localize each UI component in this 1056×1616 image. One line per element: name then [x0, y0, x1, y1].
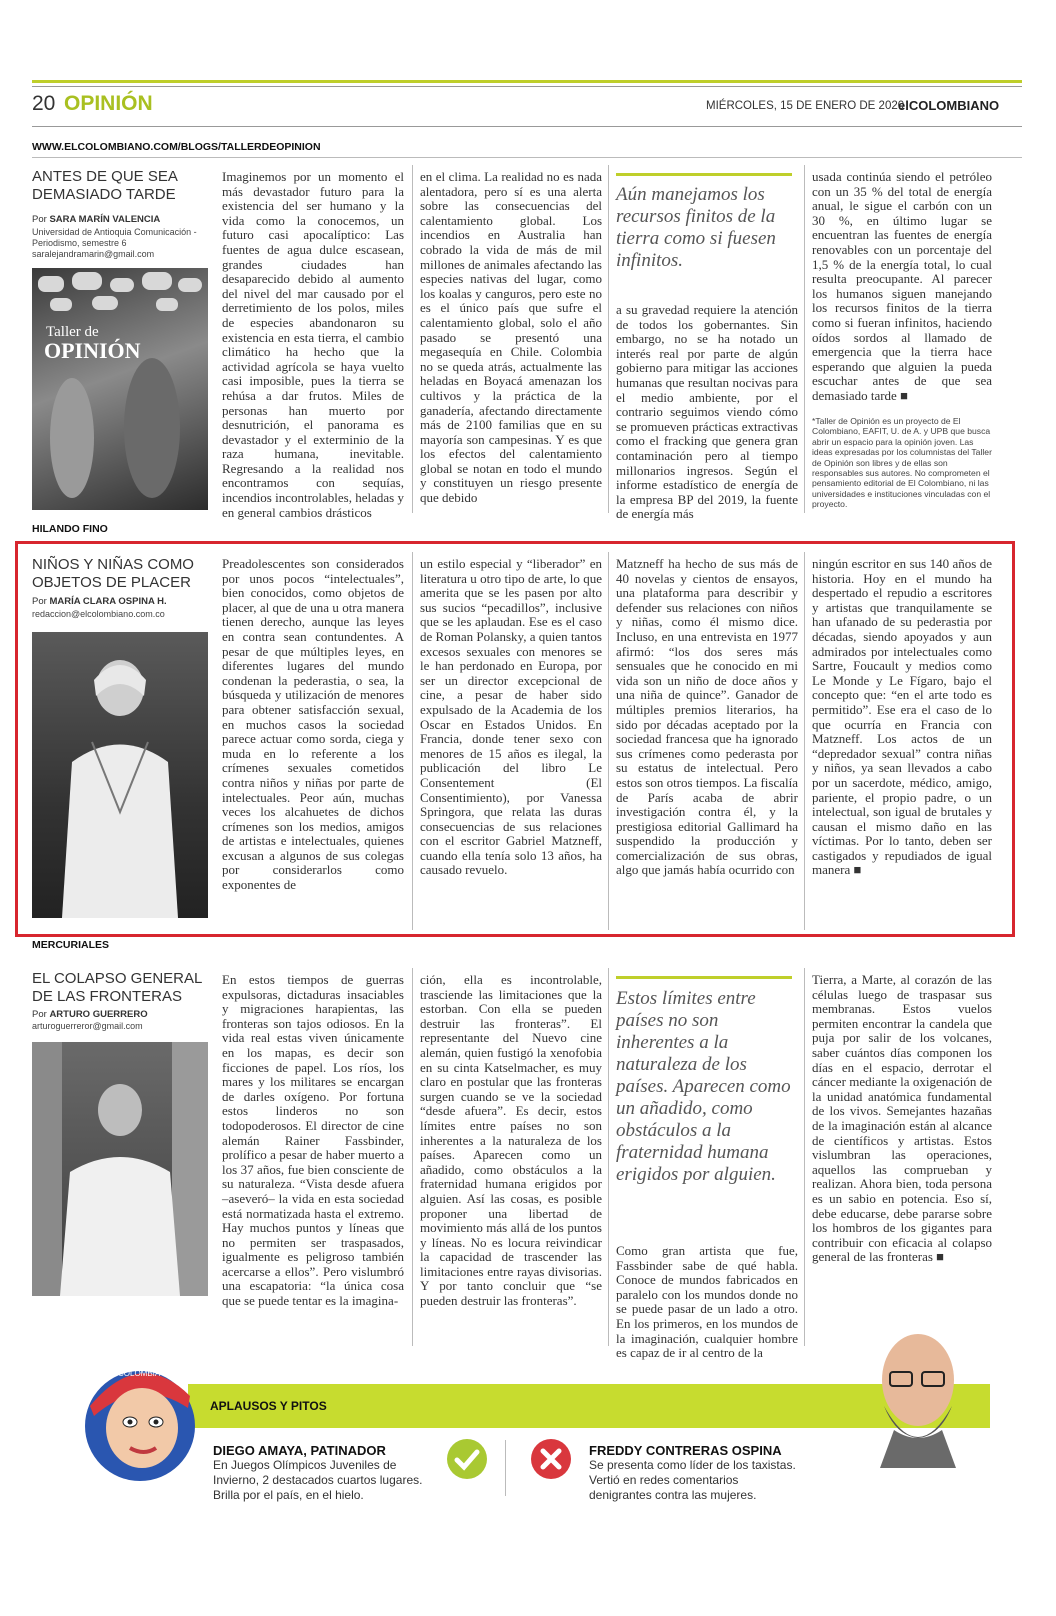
article2-col2: un estilo especial y “liberador” en literatura u otro tipo de arte, lo que amerita que se les pasen por alto sus sucios “pecadillos”, inclusive que se les aplaudan. Ese es el caso de Roman Polansky, a quien tantos excesos sexuales con menores se le han perdonado en Europa, por ser un director excepcional de cine, a pesar de haber sido expulsado de la Academia de los Oscar en Estados Unidos. En Francia, donde tener sexo con menores de 15 años es ilegal, la publicación del libro Le Consentement (El Consentimiento), por Vanessa Springora, que relata las duras consecuencias de sus relaciones con el escritor Gabriel Matzneff, cuando ella tenía solo 13 años, ha causado revuelo. — [420, 556, 602, 878]
newspaper-brand: elCOLOMBIANO — [898, 98, 1000, 113]
cap-text: COLOMBIA — [118, 1369, 161, 1378]
article1-col2: en el clima. La realidad no es nada alentadora, pero sí es una alerta sobre las consecuencias del calentamiento global. Los incendios en Australia han cobrado la vida de más de mil millones de animales afectando las especies nativas del lugar, como los koalas y canguros, pero este no es el único país que sufre el calentamiento global, solo el año pasado se presentó una megasequía en Chile. Colombia no se queda atrás, actualmente las heladas en Boyacá amenazan los cultivos y la práctica de la ganadería, afectando directamente más de 2100 familias que en su mayoría son campesinas. Y es que los efectos del calentamiento global se notan en todo el mundo y constituyen un riesgo presente que debido — [420, 169, 602, 506]
blog-url[interactable]: WWW.ELCOLOMBIANO.COM/BLOGS/TALLERDEOPINION — [32, 141, 321, 153]
author-photo-arturo — [32, 1042, 208, 1296]
article1-affiliation: Universidad de Antioquia Comunicación - Periodismo, semestre 6 saralejandramarin@gmail.com — [32, 227, 197, 259]
article2-col1: Preadolescentes son considerados por unos pocos “intelectuales”, bien conocidos, como objetos de placer, al que de una u otra manera tienen derecho, aunque las leyes en contra sean contundentes. A pesar de que múltiples leyes, en diferentes lugares del mundo condenan la pederastia, o sea, la búsqueda y utilización de menores para obtener satisfacción sexual, en muchos casos la sociedad parece actuar como sorda, ciega y muda en lo referente a los crímenes sexuales cometidos contra niños y niñas por parte de intelectuales. Peor aún, muchas veces los alcahuetes de dichos crímenes son los medios, amigos de artistas e intelectuales, quienes excusan a algunos de sus colegas por considerarlos como exponentes de — [222, 556, 404, 893]
article3-col4: Tierra, a Marte, al corazón de las células luego de traspasar sus membranas. Estos vuelos permiten encontrar la candela que puja por salir de los volcanes, saber cuántos días componen los días en el espacio, derrotar el cáncer mediante la oxigenación de la unidad anatómica fundamental de los vivos. Semejantes hazañas de la imaginación están al alcance de científicos y artistas. Estos vislumbran las operaciones, aquellos las comprueban y realizan. Ahora bien, toda persona es un sabio en potencia. Eso sí, debe educarse, debe pararse sobre los hombros de los gigantes para contribuir con eficacia al colapso general de las fronteras ■ — [812, 972, 992, 1265]
article2-title: NIÑOS Y NIÑAS COMO OBJETOS DE PLACER — [32, 556, 194, 591]
hilando-fino-section: HILANDO FINO — [32, 523, 108, 535]
col-divider — [412, 968, 413, 1346]
col-divider — [412, 165, 413, 513]
mercuriales-section: MERCURIALES — [32, 939, 110, 951]
article1-pullquote: Aún manejamos los recursos finitos de la tierra como si fuesen infinitos. — [616, 184, 776, 271]
issue-date: MIÉRCOLES, 15 DE ENERO DE 2020 — [706, 100, 905, 112]
applause-desc: En Juegos Olímpicos Juveniles de Invierno, 2 destacados cuartos lugares. Brilla por el país, en el hielo. — [213, 1458, 423, 1502]
article1-byline: Por SARA MARÍN VALENCIA — [32, 214, 161, 225]
article1-col4: usada continúa siendo el petróleo con un 35 % del total de energía anual, le sigue el carbón con un 30 %, en último lugar se encuentran las fuentes de energía renovables con un porcentaje del 1,5 % de la energía total, lo cual resulta preocupante. Al parecer los humanos siguen manejando los recursos finitos de la tierra como si fueran infinitos, haciendo oídos sordos al llamado de emergencia que la tierra hace esperando que alguien la pueda escuchar antes de que sea demasiado tarde ■ — [812, 169, 992, 403]
col-divider — [608, 552, 609, 930]
article1-col3: a su gravedad requiere la atención de todos los gobernantes. Sin embargo, no se ha notado un interés real por parte de algún gobierno para mitigar las acciones humanas que resultan nocivas para el medio ambiente, por el contrario seguimos viendo cómo se promueven prácticas extractivas como el fracking que genera gran contaminación pero al tiempo millonarios ingresos. Según el informe estadístico de energía de la empresa BP del 2019, la fuente de energía más — [616, 302, 798, 522]
col-divider — [804, 552, 805, 930]
article1-title: ANTES DE QUE SEA DEMASIADO TARDE — [32, 168, 178, 203]
cross-icon — [530, 1438, 572, 1480]
article3-email[interactable]: arturoguerreror@gmail.com — [32, 1021, 143, 1031]
article2-col4: ningún escritor en sus 140 años de historia. Hoy en el mundo ha despertado el repudio a escritores y artistas que tranquilamente se han ufanado de su pederastia por décadas, siendo apoyados y aun admirados por intelectuales como Sartre, Foucault y medios como Le Monde y Le Fígaro, bajo el concepto que: “en el arte todo es permitido”. Ese era el caso de lo que ocurría en Francia con Matzneff. Los actos de un “depredador sexual” contra niñas y niños, ya sean llevados a cabo por un sacerdote, médico, amigo, pariente, el propio padre, o un intelectual, son igual de brutales y causan el mismo daño en las víctimas. Por lo tanto, deben ser castigados y repudiados de igual manera ■ — [812, 556, 992, 878]
pito-desc: Se presenta como líder de los taxistas. Vertió en redes comentarios denigrantes contra las mujeres. — [589, 1458, 796, 1502]
col-divider — [608, 968, 609, 1346]
article1-col1: Imaginemos por un momento el más devastador futuro para la existencia del ser humano y la vida como la conocemos, un futuro casi apocalíptico: Las fuentes de agua dulce escasean, grandes ciudades han desaparecido debido al aumento del nivel del mar causado por el derretimiento de los polos, miles de especies abandonaron su existencia en esta tierra, el cambio climático ha hecho que la actividad agrícola se haya vuelto casi imposible, pues la tierra se rehúsa a dar frutos. Miles de personas han muerto por desnutrición, el panorama es devastador y el exterminio de la raza humana, inevitable. Regresando a la realidad nos encontramos con sequías, incendios incontrolables, heladas y en general cambios drásticos — [222, 169, 404, 520]
header-rule — [32, 126, 1022, 127]
article3-col1: En estos tiempos de guerras expulsoras, dictaduras insaciables y migraciones harapientas, las fronteras son tajos odiosos. En la vida real estas viven únicamente en los mapas, es decir son ficciones de papel. Los ríos, los mares y los militares se encargan de darles oxígeno. Por fortuna estos linderos no son todopoderosos. El director de cine alemán Rainer Fassbinder, prolífico a pesar de haber muerto a los 37 años, fue bien consciente de su naturaleza. “Vista desde afuera –aseveró– la vida en esta sociedad está normatizada hasta el extremo. Hay muchos puntos y líneas que no permiten ser traspasados, igualmente es peligroso también acercarse a ellos”. Pero vislumbró una escapatoria: “la única cosa que se puede tentar es la imagina- — [222, 972, 404, 1309]
section-title: OPINIÓN — [64, 92, 153, 115]
quote-bar — [616, 173, 792, 176]
top-rule — [32, 80, 1022, 83]
taller-disclaimer: *Taller de Opinión es un proyecto de El Colombiano, EAFIT, U. de A. y UPB que busca abrir un espacio para la opinión joven. Las ideas expresadas por los columnistas del Taller de Opinión son libres y de ellas son responsables sus autores. No comprometen el pensamiento editorial de El Colombiano, ni las universidades e instituciones vinculadas con el proyecto. — [812, 416, 992, 510]
cartoon-man-icon — [860, 1318, 980, 1478]
portrait-illustration — [32, 1042, 208, 1296]
article3-pullquote: Estos límites entre países no son inherentes a la naturaleza de los países. Aparecen como un añadido, como obstáculos a la fraternidad humana erigidos por alguien. — [616, 988, 791, 1185]
quote-bar — [616, 976, 792, 979]
article3-col2: ción, ella es incontrolable, trasciende las limitaciones que la estorban. Con ella se pueden destruir las fronteras”. El representante del Nuevo cine alemán, quien fustigó la xenofobia en su cinta Katselmacher, es muy claro en postular que las fronteras surgen cuando se ve la sociedad “desde afuera”. Es decir, estos límites entre países no son inherentes a la naturaleza de los países. Aparecen como un añadido, como obstáculos a la fraternidad humana erigidos por alguien. Así las cosas, es posible proponer una libertad de movimiento más allá de los puntos y líneas. No es locura reivindicar la capacidad de trascender las limitaciones entre rayas divisorias. Y por tanto concluir que “se pueden destruir las fronteras”. — [420, 972, 602, 1309]
aplausos-title: APLAUSOS Y PITOS — [210, 1399, 327, 1413]
opinion-label: OPINIÓN — [44, 338, 141, 363]
article2-col3: Matzneff ha hecho de sus más de 40 novelas y cientos de ensayos, una plataforma para describir y defender sus relaciones con niños y niñas, como él mismo dice. Incluso, en una entrevista en 1977 afirmó: “los dos seres más sensuales que he conocido en mi vida son un niño de doce años y una niña de quince”. Ganador de múltiples premios literarios, ha sido por décadas aceptado por la sociedad francesa que ha ignorado sus crímenes como pederasta por su estatus de intelectual. Pero estos son otros tiempos. La fiscalía de París acaba de abrir investigación contra él, y la prestigiosa editorial Gallimard ha suspendido la producción y comercialización de sus obras, algo que jamás había ocurrido con — [616, 556, 798, 878]
check-icon — [446, 1438, 488, 1480]
taller-opinion-image — [32, 268, 208, 510]
col-divider — [804, 968, 805, 1346]
portrait-illustration — [32, 632, 208, 918]
speech-bubbles-graphic — [32, 268, 208, 510]
col-divider — [608, 165, 609, 513]
pito-name: FREDDY CONTRERAS OSPINA — [589, 1443, 782, 1458]
taller-label: Taller de — [46, 324, 99, 340]
article3-byline: Por ARTURO GUERRERO — [32, 1009, 148, 1020]
article3-title: EL COLAPSO GENERAL DE LAS FRONTERAS — [32, 970, 202, 1005]
col-divider — [804, 165, 805, 513]
col-divider — [412, 552, 413, 930]
article3-col3: Como gran artista que fue, Fassbinder sabe de qué habla. Conoce de mundos fabricados en paralelo con los mundos donde no se puede pasar de un lado a otro. En los primeros, en los mundos de la imaginación, cualquier hombre es capaz de ir al centro de la — [616, 1243, 798, 1361]
cartoon-woman-icon — [60, 1336, 210, 1486]
article2-email[interactable]: redaccion@elcolombiano.com.co — [32, 609, 165, 619]
applause-name: DIEGO AMAYA, PATINADOR — [213, 1443, 386, 1458]
url-rule — [32, 157, 1022, 158]
article2-byline: Por MARÍA CLARA OSPINA H. — [32, 596, 167, 607]
aplausos-divider — [505, 1440, 506, 1496]
top-thin-rule — [32, 86, 1022, 87]
page-number: 20 — [32, 92, 56, 115]
author-photo-maria-clara — [32, 632, 208, 918]
